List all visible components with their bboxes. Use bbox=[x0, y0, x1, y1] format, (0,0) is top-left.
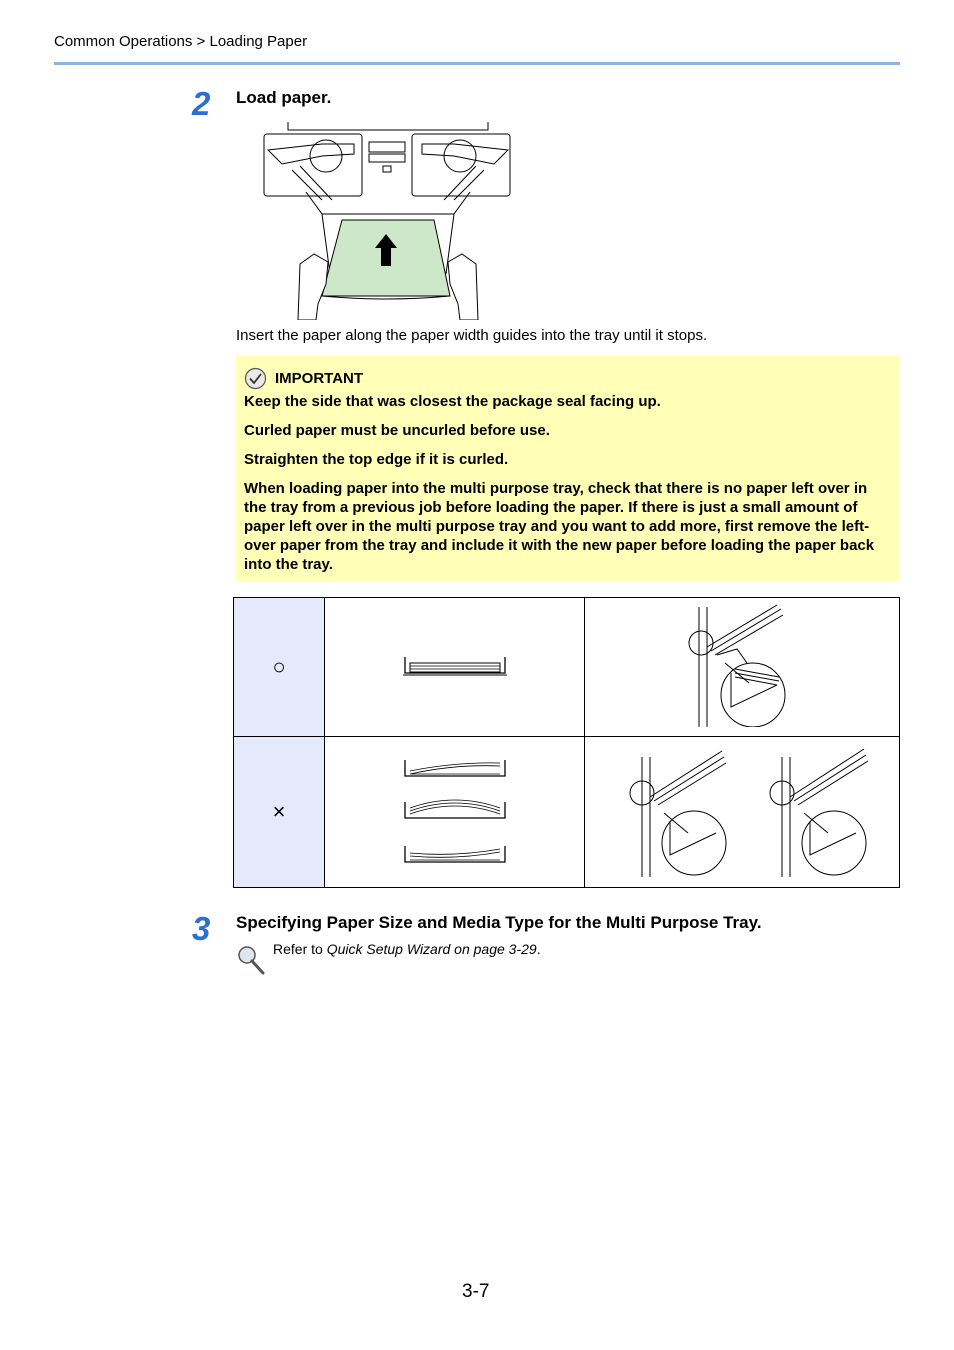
step-3-title: Specifying Paper Size and Media Type for the Multi Purpose Tray. bbox=[236, 913, 762, 932]
incorrect-mark: × bbox=[234, 737, 325, 888]
header-rule bbox=[54, 62, 900, 65]
ref-prefix: Refer to bbox=[273, 941, 327, 957]
correct-mark: ○ bbox=[234, 598, 325, 737]
incorrect-guide-right bbox=[770, 749, 868, 877]
important-line-4: When loading paper into the multi purpose tray, check that there is no paper left over in the tray from a previous job before loading the paper. If there is just a small amount of paper left over in the multi purpose tray and you want to add more, first remove the left-over paper from the tray and include it with the new paper before loading the paper back into the tray. bbox=[244, 480, 875, 573]
curled-paper-side-views bbox=[325, 737, 585, 888]
step-3-number: 3 bbox=[192, 910, 211, 947]
load-paper-illustration bbox=[262, 114, 514, 320]
paper-curl-table bbox=[233, 597, 900, 888]
important-label: IMPORTANT bbox=[275, 370, 364, 387]
important-notice bbox=[236, 356, 900, 581]
magnifier-icon bbox=[236, 944, 266, 976]
flat-paper-side-view bbox=[325, 598, 585, 737]
step-2-number: 2 bbox=[192, 85, 211, 122]
incorrect-loading-detail bbox=[585, 737, 900, 888]
important-line-3: Straighten the top edge if it is curled. bbox=[244, 451, 509, 468]
important-line-1: Keep the side that was closest the package seal facing up. bbox=[244, 393, 661, 410]
check-circle-icon bbox=[244, 367, 267, 390]
quick-setup-wizard-link[interactable]: Quick Setup Wizard on page 3-29 bbox=[326, 941, 537, 957]
step-2-title: Load paper. bbox=[236, 88, 332, 107]
incorrect-guide-left bbox=[630, 751, 726, 877]
step-2-instruction: Insert the paper along the paper width guides into the tray until it stops. bbox=[236, 327, 708, 344]
correct-loading-detail bbox=[585, 598, 900, 737]
cross-reference bbox=[273, 941, 541, 957]
ref-suffix: . bbox=[536, 941, 541, 957]
important-line-2: Curled paper must be uncurled before use. bbox=[244, 422, 550, 439]
breadcrumb: Common Operations > Loading Paper bbox=[54, 33, 308, 50]
page-number: 3-7 bbox=[462, 1281, 490, 1302]
table-row-correct bbox=[234, 598, 900, 737]
incorrect-guide-diagrams bbox=[592, 743, 892, 877]
table-row-incorrect bbox=[234, 737, 900, 888]
flat-stack-icon bbox=[400, 653, 510, 677]
correct-guide-diagram bbox=[677, 603, 807, 727]
curled-stacks-icon bbox=[400, 754, 510, 866]
